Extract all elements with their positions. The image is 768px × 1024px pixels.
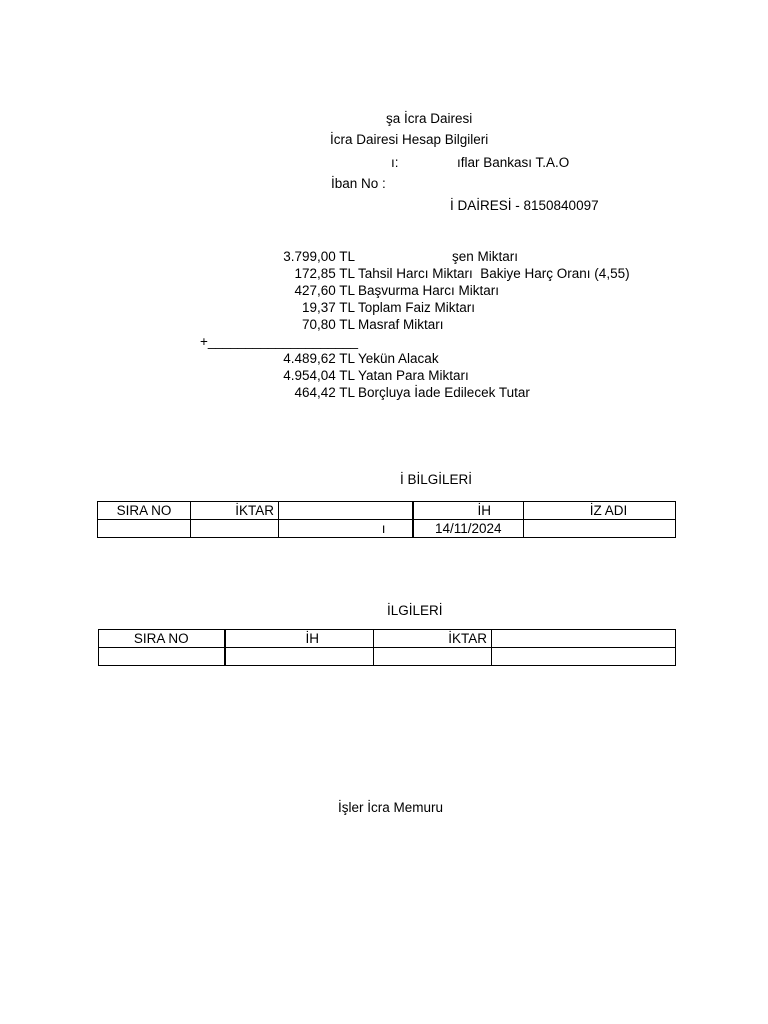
table-row: [99, 648, 676, 666]
bank-name: ıflar Bankası T.A.O: [457, 155, 570, 170]
amount-label: Toplam Faiz Miktarı: [358, 300, 476, 315]
amount-label: şen Miktarı: [452, 249, 519, 264]
table-header-row: [99, 630, 676, 648]
table-cell: [225, 648, 374, 666]
account-info-title: İcra Dairesi Hesap Bilgileri: [330, 132, 489, 147]
table-header-cell: [492, 630, 676, 648]
signatory-title: İşler İcra Memuru: [338, 800, 444, 815]
iban-label: İban No :: [331, 176, 386, 191]
total-value: 464,42 TL: [294, 385, 355, 400]
total-label: Yekün Alacak: [358, 351, 439, 366]
table-cell: [524, 520, 676, 538]
amount-label: Masraf Miktarı: [358, 317, 444, 332]
table-row: [98, 520, 676, 538]
table-header-row: [98, 502, 676, 520]
table-header-cell: İKTAR: [374, 630, 492, 648]
table-cell: [191, 520, 279, 538]
amount-value: 70,80 TL: [301, 317, 355, 332]
table-cell: [99, 648, 225, 666]
office-name: şa İcra Dairesi: [386, 111, 473, 126]
table-cell: [374, 648, 492, 666]
table-header-cell: İZ ADI: [524, 502, 676, 520]
table-header-cell: İH: [413, 502, 524, 520]
table-cell: [98, 520, 191, 538]
table-header-cell: [279, 502, 413, 520]
amount-value: 19,37 TL: [301, 300, 355, 315]
total-label: Borçluya İade Edilecek Tutar: [358, 385, 530, 400]
table-header-cell: SIRA NO: [99, 630, 225, 648]
table1-title: İ BİLGİLERİ: [400, 472, 473, 487]
amount-value: 427,60 TL: [294, 283, 355, 298]
table2-title: İLGİLERİ: [387, 603, 443, 618]
amount-value: 3.799,00 TL: [283, 249, 355, 264]
table-header-cell: SIRA NO: [98, 502, 191, 520]
table-cell: ı: [279, 520, 413, 538]
table1: [97, 501, 676, 538]
bank-label: ı:: [391, 155, 399, 170]
sum-line: +____________________: [200, 334, 359, 349]
amount-value: 172,85 TL: [294, 266, 355, 281]
amount-label: Başvurma Harcı Miktarı: [358, 283, 500, 298]
total-value: 4.954,04 TL: [283, 368, 355, 383]
table2: [98, 629, 676, 666]
account-name: İ DAİRESİ - 8150840097: [450, 198, 599, 213]
table-cell: 14/11/2024: [413, 520, 524, 538]
total-label: Yatan Para Miktarı: [358, 368, 469, 383]
amount-label: Tahsil Harcı Miktarı Bakiye Harç Oranı (4,55): [358, 266, 630, 281]
total-value: 4.489,62 TL: [283, 351, 355, 366]
table-cell: [492, 648, 676, 666]
table-header-cell: İH: [225, 630, 374, 648]
table-header-cell: İKTAR: [191, 502, 279, 520]
